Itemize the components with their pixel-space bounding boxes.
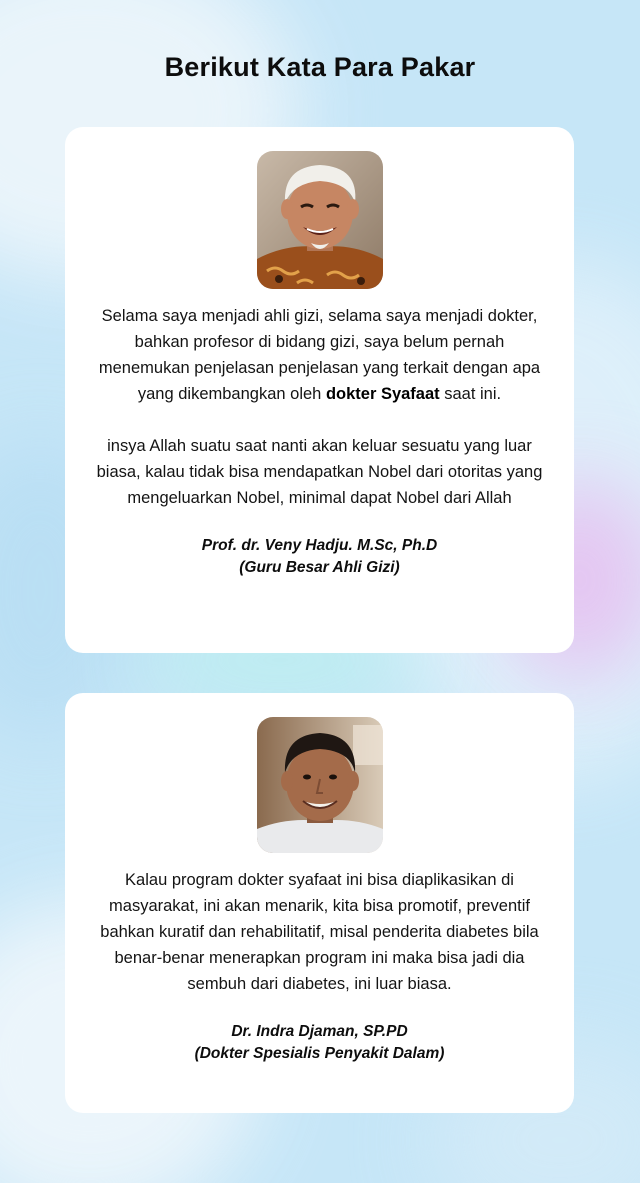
expert-photo-icon — [257, 151, 383, 289]
expert-photo-icon — [257, 717, 383, 853]
author-title: (Guru Besar Ahli Gizi) — [239, 559, 400, 576]
testimonial-card — [65, 693, 574, 1113]
testimonial-quote: Selama saya menjadi ahli gizi, selama saya menjadi dokter, bahkan profesor di bidang gizi, saya belum pernah menemukan penjelasan penjelasan yang terkait dengan apa yang dikembangkan oleh dokter Syafaat saat ini. insya Allah suatu saat nanti akan keluar sesuatu yang luar biasa, kalau tidak bisa mendapatkan Nobel dari otoritas yang mengeluarkan Nobel, minimal dapat Nobel dari Allah — [96, 307, 543, 507]
author-name: Dr. Indra Djaman, SP.PD — [231, 1023, 408, 1040]
author-title: (Dokter Spesialis Penyakit Dalam) — [194, 1045, 445, 1062]
page-title: Berikut Kata Para Pakar — [164, 52, 476, 82]
testimonial-author — [87, 535, 552, 579]
testimonial-card — [65, 127, 574, 653]
testimonial-author — [87, 1021, 552, 1065]
testimonial-quote: Kalau program dokter syafaat ini bisa diaplikasikan di masyarakat, ini akan menarik, kita bisa promotif, preventif bahkan kuratif dan rehabilitatif, misal penderita diabetes bila benar-benar menerapkan program ini maka bisa jadi dia sembuh dari diabetes, ini luar biasa. — [100, 871, 539, 993]
highlight-name: dokter Syafaat — [325, 385, 440, 403]
author-name: Prof. dr. Veny Hadju. M.Sc, Ph.D — [201, 537, 438, 554]
